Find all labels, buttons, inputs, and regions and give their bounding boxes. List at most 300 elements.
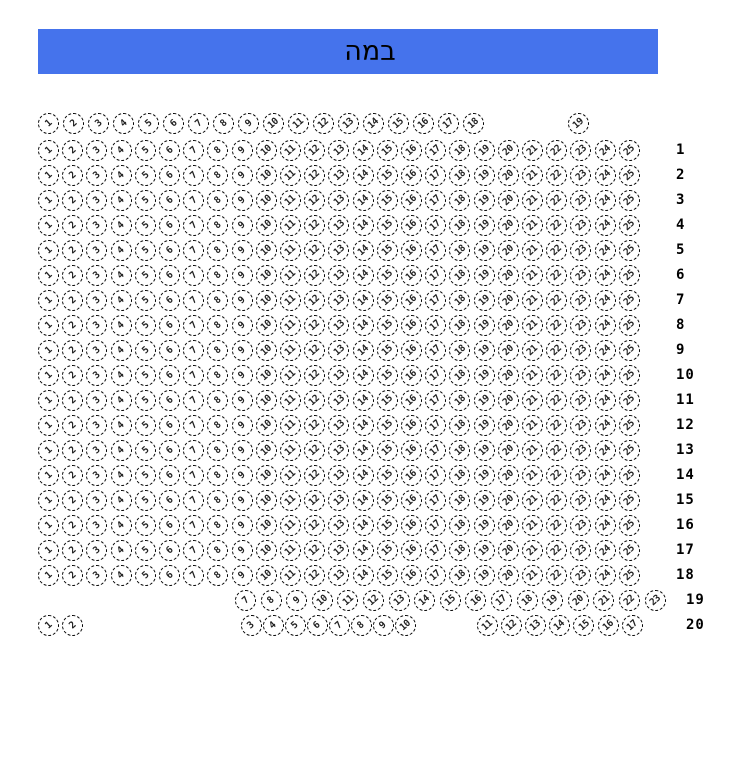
seat[interactable] bbox=[280, 365, 301, 386]
seat[interactable] bbox=[474, 190, 495, 211]
seat[interactable] bbox=[449, 515, 470, 536]
seat[interactable] bbox=[425, 190, 446, 211]
seat[interactable] bbox=[449, 240, 470, 261]
seat[interactable] bbox=[474, 540, 495, 561]
seat[interactable] bbox=[401, 440, 422, 461]
seat[interactable] bbox=[498, 215, 519, 236]
seat[interactable] bbox=[425, 415, 446, 436]
seat[interactable] bbox=[570, 340, 591, 361]
seat[interactable] bbox=[135, 390, 156, 411]
seat[interactable] bbox=[595, 240, 616, 261]
seat[interactable] bbox=[159, 390, 180, 411]
seat[interactable] bbox=[207, 565, 228, 586]
seat[interactable] bbox=[474, 515, 495, 536]
seat[interactable] bbox=[498, 515, 519, 536]
seat[interactable] bbox=[232, 215, 253, 236]
seat[interactable] bbox=[62, 565, 83, 586]
seat[interactable] bbox=[440, 590, 461, 611]
seat[interactable] bbox=[207, 165, 228, 186]
seat[interactable] bbox=[256, 315, 277, 336]
seat[interactable] bbox=[38, 540, 59, 561]
seat[interactable] bbox=[62, 340, 83, 361]
seat[interactable] bbox=[498, 140, 519, 161]
seat[interactable] bbox=[425, 215, 446, 236]
seat[interactable] bbox=[425, 540, 446, 561]
seat[interactable] bbox=[425, 240, 446, 261]
seat[interactable] bbox=[304, 365, 325, 386]
seat[interactable] bbox=[525, 615, 546, 636]
seat[interactable] bbox=[111, 415, 132, 436]
seat[interactable] bbox=[353, 190, 374, 211]
seat[interactable] bbox=[62, 165, 83, 186]
seat[interactable] bbox=[619, 490, 640, 511]
seat[interactable] bbox=[238, 113, 259, 134]
seat[interactable] bbox=[111, 390, 132, 411]
seat[interactable] bbox=[619, 315, 640, 336]
seat[interactable] bbox=[377, 365, 398, 386]
seat[interactable] bbox=[570, 190, 591, 211]
seat[interactable] bbox=[62, 390, 83, 411]
seat[interactable] bbox=[595, 315, 616, 336]
seat[interactable] bbox=[304, 165, 325, 186]
seat[interactable] bbox=[280, 290, 301, 311]
seat[interactable] bbox=[401, 190, 422, 211]
seat[interactable] bbox=[546, 515, 567, 536]
seat[interactable] bbox=[377, 265, 398, 286]
seat[interactable] bbox=[595, 515, 616, 536]
seat[interactable] bbox=[328, 365, 349, 386]
seat[interactable] bbox=[232, 490, 253, 511]
seat[interactable] bbox=[522, 365, 543, 386]
seat[interactable] bbox=[232, 140, 253, 161]
seat[interactable] bbox=[449, 190, 470, 211]
seat[interactable] bbox=[232, 315, 253, 336]
seat[interactable] bbox=[353, 215, 374, 236]
seat[interactable] bbox=[159, 290, 180, 311]
seat[interactable] bbox=[304, 140, 325, 161]
seat[interactable] bbox=[338, 113, 359, 134]
seat[interactable] bbox=[280, 190, 301, 211]
seat[interactable] bbox=[570, 515, 591, 536]
seat[interactable] bbox=[619, 190, 640, 211]
seat[interactable] bbox=[111, 490, 132, 511]
seat[interactable] bbox=[62, 415, 83, 436]
seat[interactable] bbox=[38, 265, 59, 286]
seat[interactable] bbox=[86, 340, 107, 361]
seat[interactable] bbox=[207, 340, 228, 361]
seat[interactable] bbox=[474, 465, 495, 486]
seat[interactable] bbox=[159, 515, 180, 536]
seat[interactable] bbox=[135, 265, 156, 286]
seat[interactable] bbox=[159, 265, 180, 286]
seat[interactable] bbox=[38, 140, 59, 161]
seat[interactable] bbox=[38, 240, 59, 261]
seat[interactable] bbox=[38, 190, 59, 211]
seat[interactable] bbox=[568, 590, 589, 611]
seat[interactable] bbox=[546, 540, 567, 561]
seat[interactable] bbox=[619, 590, 640, 611]
seat[interactable] bbox=[328, 140, 349, 161]
seat[interactable] bbox=[241, 615, 262, 636]
seat[interactable] bbox=[474, 390, 495, 411]
seat[interactable] bbox=[280, 565, 301, 586]
seat[interactable] bbox=[401, 565, 422, 586]
seat[interactable] bbox=[595, 490, 616, 511]
seat[interactable] bbox=[232, 290, 253, 311]
seat[interactable] bbox=[522, 140, 543, 161]
seat[interactable] bbox=[88, 113, 109, 134]
seat[interactable] bbox=[395, 615, 416, 636]
seat[interactable] bbox=[207, 140, 228, 161]
seat[interactable] bbox=[498, 290, 519, 311]
seat[interactable] bbox=[328, 515, 349, 536]
seat[interactable] bbox=[159, 565, 180, 586]
seat[interactable] bbox=[280, 490, 301, 511]
seat[interactable] bbox=[304, 240, 325, 261]
seat[interactable] bbox=[256, 190, 277, 211]
seat[interactable] bbox=[38, 490, 59, 511]
seat[interactable] bbox=[135, 565, 156, 586]
seat[interactable] bbox=[328, 265, 349, 286]
seat[interactable] bbox=[304, 265, 325, 286]
seat[interactable] bbox=[377, 515, 398, 536]
seat[interactable] bbox=[135, 215, 156, 236]
seat[interactable] bbox=[256, 440, 277, 461]
seat[interactable] bbox=[38, 113, 59, 134]
seat[interactable] bbox=[401, 490, 422, 511]
seat[interactable] bbox=[135, 340, 156, 361]
seat[interactable] bbox=[113, 113, 134, 134]
seat[interactable] bbox=[38, 365, 59, 386]
seat[interactable] bbox=[111, 165, 132, 186]
seat[interactable] bbox=[256, 465, 277, 486]
seat[interactable] bbox=[235, 590, 256, 611]
seat[interactable] bbox=[425, 390, 446, 411]
seat[interactable] bbox=[474, 365, 495, 386]
seat[interactable] bbox=[183, 140, 204, 161]
seat[interactable] bbox=[449, 565, 470, 586]
seat[interactable] bbox=[474, 490, 495, 511]
seat[interactable] bbox=[619, 140, 640, 161]
seat[interactable] bbox=[425, 490, 446, 511]
seat[interactable] bbox=[232, 465, 253, 486]
seat[interactable] bbox=[207, 515, 228, 536]
seat[interactable] bbox=[62, 615, 83, 636]
seat[interactable] bbox=[135, 165, 156, 186]
seat[interactable] bbox=[135, 540, 156, 561]
seat[interactable] bbox=[328, 390, 349, 411]
seat[interactable] bbox=[570, 265, 591, 286]
seat[interactable] bbox=[328, 565, 349, 586]
seat[interactable] bbox=[328, 165, 349, 186]
seat[interactable] bbox=[232, 365, 253, 386]
seat[interactable] bbox=[619, 565, 640, 586]
seat[interactable] bbox=[62, 140, 83, 161]
seat[interactable] bbox=[522, 465, 543, 486]
seat[interactable] bbox=[280, 465, 301, 486]
seat[interactable] bbox=[256, 490, 277, 511]
seat[interactable] bbox=[256, 365, 277, 386]
seat[interactable] bbox=[328, 540, 349, 561]
seat[interactable] bbox=[474, 215, 495, 236]
seat[interactable] bbox=[86, 215, 107, 236]
seat[interactable] bbox=[377, 240, 398, 261]
seat[interactable] bbox=[38, 465, 59, 486]
seat[interactable] bbox=[328, 490, 349, 511]
seat[interactable] bbox=[522, 540, 543, 561]
seat[interactable] bbox=[328, 340, 349, 361]
seat[interactable] bbox=[595, 290, 616, 311]
seat[interactable] bbox=[425, 140, 446, 161]
seat[interactable] bbox=[568, 113, 589, 134]
seat[interactable] bbox=[491, 590, 512, 611]
seat[interactable] bbox=[546, 265, 567, 286]
seat[interactable] bbox=[498, 490, 519, 511]
seat[interactable] bbox=[304, 415, 325, 436]
seat[interactable] bbox=[183, 515, 204, 536]
seat[interactable] bbox=[280, 515, 301, 536]
seat[interactable] bbox=[280, 265, 301, 286]
seat[interactable] bbox=[280, 340, 301, 361]
seat[interactable] bbox=[498, 315, 519, 336]
seat[interactable] bbox=[570, 390, 591, 411]
seat[interactable] bbox=[595, 465, 616, 486]
seat[interactable] bbox=[619, 465, 640, 486]
seat[interactable] bbox=[159, 240, 180, 261]
seat[interactable] bbox=[570, 365, 591, 386]
seat[interactable] bbox=[207, 415, 228, 436]
seat[interactable] bbox=[159, 365, 180, 386]
seat[interactable] bbox=[286, 590, 307, 611]
seat[interactable] bbox=[256, 565, 277, 586]
seat[interactable] bbox=[86, 565, 107, 586]
seat[interactable] bbox=[619, 290, 640, 311]
seat[interactable] bbox=[522, 290, 543, 311]
seat[interactable] bbox=[280, 415, 301, 436]
seat[interactable] bbox=[135, 240, 156, 261]
seat[interactable] bbox=[353, 165, 374, 186]
seat[interactable] bbox=[232, 440, 253, 461]
seat[interactable] bbox=[463, 113, 484, 134]
seat[interactable] bbox=[62, 490, 83, 511]
seat[interactable] bbox=[474, 340, 495, 361]
seat[interactable] bbox=[353, 140, 374, 161]
seat[interactable] bbox=[159, 190, 180, 211]
seat[interactable] bbox=[304, 465, 325, 486]
seat[interactable] bbox=[522, 240, 543, 261]
seat[interactable] bbox=[111, 440, 132, 461]
seat[interactable] bbox=[425, 365, 446, 386]
seat[interactable] bbox=[280, 140, 301, 161]
seat[interactable] bbox=[62, 540, 83, 561]
seat[interactable] bbox=[474, 565, 495, 586]
seat[interactable] bbox=[86, 315, 107, 336]
seat[interactable] bbox=[353, 290, 374, 311]
seat[interactable] bbox=[498, 190, 519, 211]
seat[interactable] bbox=[595, 215, 616, 236]
seat[interactable] bbox=[62, 190, 83, 211]
seat[interactable] bbox=[619, 390, 640, 411]
seat[interactable] bbox=[498, 165, 519, 186]
seat[interactable] bbox=[474, 315, 495, 336]
seat[interactable] bbox=[595, 440, 616, 461]
seat[interactable] bbox=[256, 140, 277, 161]
seat[interactable] bbox=[438, 113, 459, 134]
seat[interactable] bbox=[595, 390, 616, 411]
seat[interactable] bbox=[304, 315, 325, 336]
seat[interactable] bbox=[595, 365, 616, 386]
seat[interactable] bbox=[546, 365, 567, 386]
seat[interactable] bbox=[111, 565, 132, 586]
seat[interactable] bbox=[86, 515, 107, 536]
seat[interactable] bbox=[542, 590, 563, 611]
seat[interactable] bbox=[425, 465, 446, 486]
seat[interactable] bbox=[546, 165, 567, 186]
seat[interactable] bbox=[377, 415, 398, 436]
seat[interactable] bbox=[570, 415, 591, 436]
seat[interactable] bbox=[62, 265, 83, 286]
seat[interactable] bbox=[570, 465, 591, 486]
seat[interactable] bbox=[207, 215, 228, 236]
seat[interactable] bbox=[498, 540, 519, 561]
seat[interactable] bbox=[353, 240, 374, 261]
seat[interactable] bbox=[595, 190, 616, 211]
seat[interactable] bbox=[546, 565, 567, 586]
seat[interactable] bbox=[256, 515, 277, 536]
seat[interactable] bbox=[474, 290, 495, 311]
seat[interactable] bbox=[425, 290, 446, 311]
seat[interactable] bbox=[522, 415, 543, 436]
seat[interactable] bbox=[595, 415, 616, 436]
seat[interactable] bbox=[522, 440, 543, 461]
seat[interactable] bbox=[207, 190, 228, 211]
seat[interactable] bbox=[111, 540, 132, 561]
seat[interactable] bbox=[304, 290, 325, 311]
seat[interactable] bbox=[328, 465, 349, 486]
seat[interactable] bbox=[377, 290, 398, 311]
seat[interactable] bbox=[256, 415, 277, 436]
seat[interactable] bbox=[353, 440, 374, 461]
seat[interactable] bbox=[498, 565, 519, 586]
seat[interactable] bbox=[449, 265, 470, 286]
seat[interactable] bbox=[570, 290, 591, 311]
seat[interactable] bbox=[622, 615, 643, 636]
seat[interactable] bbox=[351, 615, 372, 636]
seat[interactable] bbox=[573, 615, 594, 636]
seat[interactable] bbox=[377, 165, 398, 186]
seat[interactable] bbox=[595, 265, 616, 286]
seat[interactable] bbox=[304, 540, 325, 561]
seat[interactable] bbox=[328, 315, 349, 336]
seat[interactable] bbox=[449, 365, 470, 386]
seat[interactable] bbox=[546, 340, 567, 361]
seat[interactable] bbox=[595, 540, 616, 561]
seat[interactable] bbox=[353, 465, 374, 486]
seat[interactable] bbox=[135, 490, 156, 511]
seat[interactable] bbox=[595, 165, 616, 186]
seat[interactable] bbox=[401, 465, 422, 486]
seat[interactable] bbox=[111, 190, 132, 211]
seat[interactable] bbox=[256, 165, 277, 186]
seat[interactable] bbox=[353, 390, 374, 411]
seat[interactable] bbox=[207, 315, 228, 336]
seat[interactable] bbox=[280, 315, 301, 336]
seat[interactable] bbox=[135, 415, 156, 436]
seat[interactable] bbox=[546, 465, 567, 486]
seat[interactable] bbox=[522, 565, 543, 586]
seat[interactable] bbox=[183, 240, 204, 261]
seat[interactable] bbox=[111, 215, 132, 236]
seat[interactable] bbox=[619, 340, 640, 361]
seat[interactable] bbox=[159, 465, 180, 486]
seat[interactable] bbox=[183, 315, 204, 336]
seat[interactable] bbox=[401, 290, 422, 311]
seat[interactable] bbox=[256, 340, 277, 361]
seat[interactable] bbox=[280, 390, 301, 411]
seat[interactable] bbox=[328, 415, 349, 436]
seat[interactable] bbox=[570, 215, 591, 236]
seat[interactable] bbox=[183, 190, 204, 211]
seat[interactable] bbox=[232, 565, 253, 586]
seat[interactable] bbox=[304, 215, 325, 236]
seat[interactable] bbox=[377, 140, 398, 161]
seat[interactable] bbox=[449, 415, 470, 436]
seat[interactable] bbox=[328, 440, 349, 461]
seat[interactable] bbox=[474, 415, 495, 436]
seat[interactable] bbox=[401, 540, 422, 561]
seat[interactable] bbox=[401, 265, 422, 286]
seat[interactable] bbox=[256, 290, 277, 311]
seat[interactable] bbox=[232, 190, 253, 211]
seat[interactable] bbox=[304, 515, 325, 536]
seat[interactable] bbox=[135, 515, 156, 536]
seat[interactable] bbox=[86, 265, 107, 286]
seat[interactable] bbox=[159, 490, 180, 511]
seat[interactable] bbox=[522, 490, 543, 511]
seat[interactable] bbox=[280, 440, 301, 461]
seat[interactable] bbox=[619, 165, 640, 186]
seat[interactable] bbox=[111, 340, 132, 361]
seat[interactable] bbox=[232, 390, 253, 411]
seat[interactable] bbox=[62, 365, 83, 386]
seat[interactable] bbox=[401, 140, 422, 161]
seat[interactable] bbox=[232, 240, 253, 261]
seat[interactable] bbox=[546, 390, 567, 411]
seat[interactable] bbox=[135, 440, 156, 461]
seat[interactable] bbox=[183, 215, 204, 236]
seat[interactable] bbox=[38, 315, 59, 336]
seat[interactable] bbox=[280, 215, 301, 236]
seat[interactable] bbox=[207, 440, 228, 461]
seat[interactable] bbox=[377, 465, 398, 486]
seat[interactable] bbox=[449, 465, 470, 486]
seat[interactable] bbox=[425, 565, 446, 586]
seat[interactable] bbox=[449, 215, 470, 236]
seat[interactable] bbox=[570, 240, 591, 261]
seat[interactable] bbox=[135, 190, 156, 211]
seat[interactable] bbox=[86, 490, 107, 511]
seat[interactable] bbox=[159, 165, 180, 186]
seat[interactable] bbox=[288, 113, 309, 134]
seat[interactable] bbox=[377, 440, 398, 461]
seat[interactable] bbox=[546, 315, 567, 336]
seat[interactable] bbox=[111, 515, 132, 536]
seat[interactable] bbox=[86, 290, 107, 311]
seat[interactable] bbox=[619, 215, 640, 236]
seat[interactable] bbox=[183, 540, 204, 561]
seat[interactable] bbox=[188, 113, 209, 134]
seat[interactable] bbox=[377, 190, 398, 211]
